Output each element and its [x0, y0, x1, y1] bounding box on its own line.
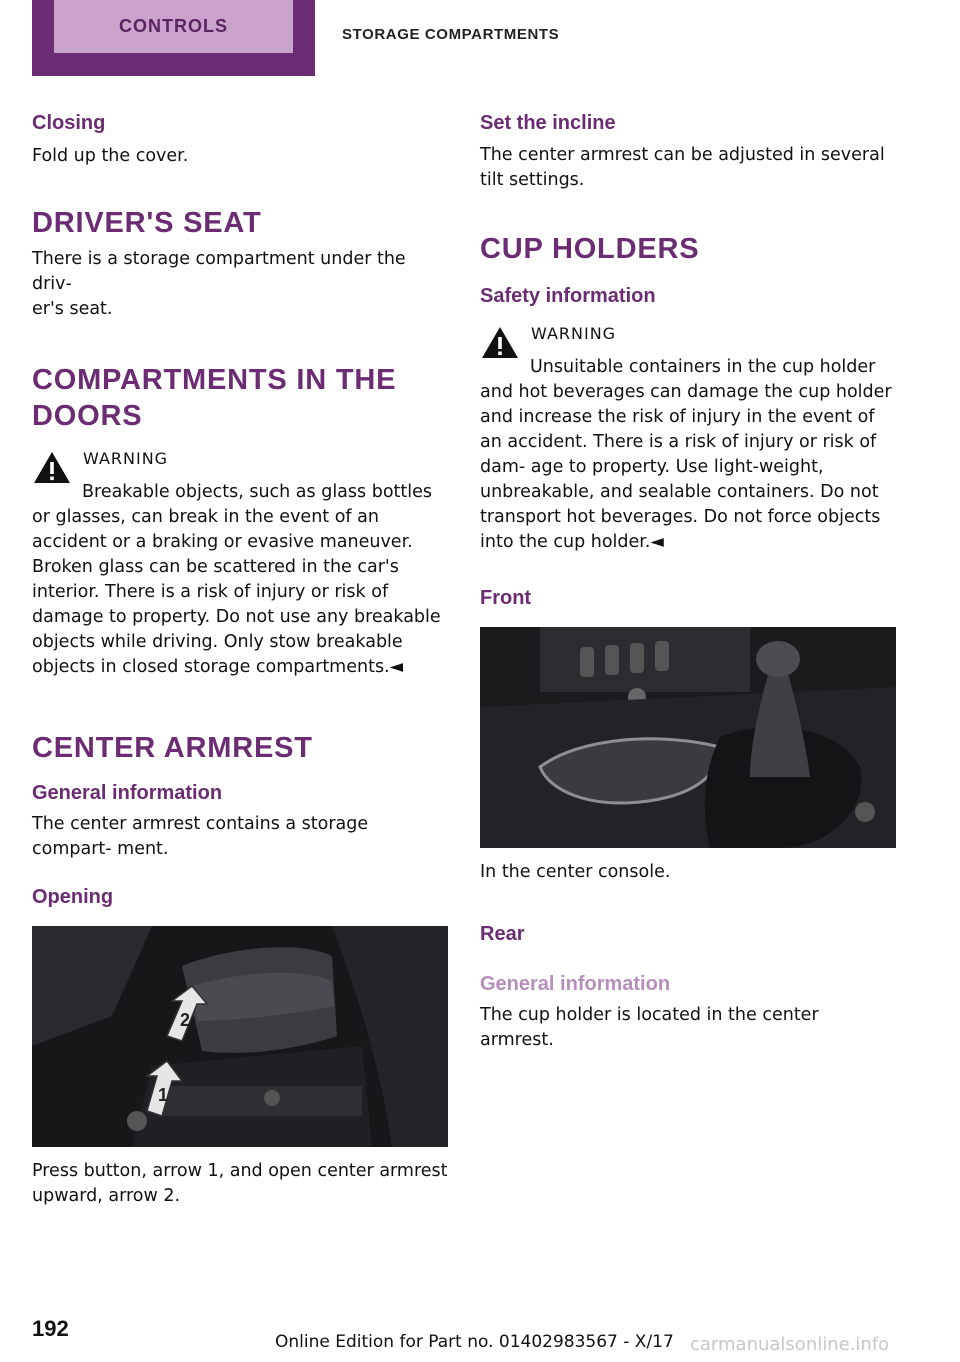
armrest-photo [32, 926, 448, 1147]
drivers-seat-heading: DRIVER'S SEAT [32, 207, 262, 239]
cup-warning [480, 323, 896, 555]
page-number: 192 [32, 1316, 69, 1341]
cup-warning-title: WARNING [531, 324, 617, 343]
drivers-seat-text-line1: There is a storage compartment under the driv‐ [32, 249, 406, 294]
opening-heading: Opening [32, 886, 114, 908]
chapter-tab [32, 0, 315, 76]
chapter-tab-label: CONTROLS [54, 0, 293, 53]
right-column [480, 110, 896, 1053]
cup-holders-heading: CUP HOLDERS [480, 233, 700, 265]
rear-text: The cup holder is located in the center armrest. [480, 1005, 819, 1050]
incline-heading: Set the incline [480, 112, 616, 134]
arrow-2-label: 2 [180, 1010, 191, 1030]
opening-caption: Press button, arrow 1, and open center armrest upward, arrow 2. [32, 1161, 448, 1206]
doors-warning-text: Breakable objects, such as glass bottles or glasses, can break in the event of an accident or a braking or evasive maneuver. Broken glass can be scattered in the car's interior. There is a risk of injury or risk of damage to property. Do not use any breakable objects while driving. Only stow breakable objects in closed storage compartments.◄ [32, 482, 441, 677]
section-title: STORAGE COMPARTMENTS [342, 26, 560, 43]
doors-heading-line2: DOORS [32, 400, 143, 432]
arrow-1-label: 1 [158, 1085, 169, 1105]
doors-heading-line1: COMPARTMENTS IN THE [32, 364, 397, 396]
drivers-seat-text-line2: er's seat. [32, 299, 113, 319]
closing-heading: Closing [32, 112, 106, 134]
left-column [32, 110, 448, 1209]
warning-triangle-icon [32, 448, 72, 486]
watermark: carmanualsonline.info [690, 1334, 890, 1355]
doors-warning [32, 448, 448, 680]
doors-warning-title: WARNING [83, 449, 169, 468]
general-info-text: The center armrest contains a storage compart‐ ment. [32, 814, 369, 859]
cup-warning-text: Unsuitable containers in the cup holder and hot beverages can damage the cup holder and increase the risk of injury in the event of an accident. There is a risk of injury or risk of dam‐ age to property. Use light-weight, unbreakable, and sealable containers. Do not transport hot beverages. Do not force objects into the cup holder.◄ [480, 357, 892, 552]
rear-general-info-heading: General information [480, 973, 671, 995]
incline-text: The center armrest can be adjusted in several tilt settings. [480, 145, 885, 190]
front-heading: Front [480, 587, 532, 609]
front-caption: In the center console. [480, 862, 671, 882]
center-armrest-heading: CENTER ARMREST [32, 732, 313, 764]
rear-heading: Rear [480, 923, 525, 945]
safety-info-heading: Safety information [480, 285, 656, 307]
cup-holder-front-photo [480, 627, 896, 848]
general-info-heading: General information [32, 782, 223, 804]
closing-text: Fold up the cover. [32, 146, 189, 166]
warning-triangle-icon [480, 323, 520, 361]
edition-text: Online Edition for Part no. 01402983567 - X/17 [275, 1332, 674, 1352]
